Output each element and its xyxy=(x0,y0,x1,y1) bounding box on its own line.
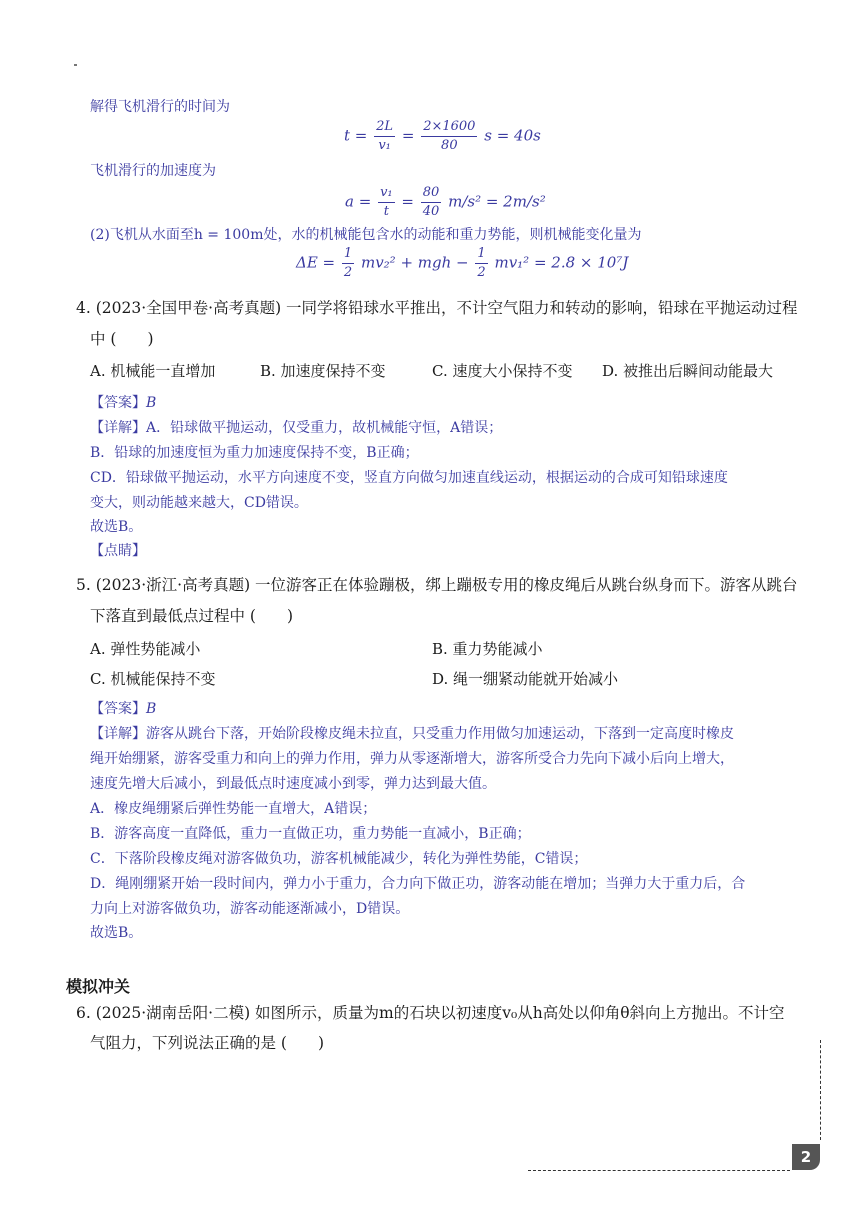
top-mark xyxy=(74,64,77,66)
q4-answer: 【答案】B xyxy=(90,395,157,411)
page-number: 2 xyxy=(792,1144,820,1170)
q5-detail-line5: B．游客高度一直降低，重力一直做正功，重力势能一直减小，B正确； xyxy=(90,826,531,842)
q4-detail-line5: 故选B。 xyxy=(90,519,143,535)
q4-option-c: C. 速度大小保持不变 xyxy=(432,362,573,380)
q5-detail-line9: 故选B。 xyxy=(90,925,143,941)
q6-stem-line1: 6. (2025·湖南岳阳·二模) 如图所示，质量为m的石块以初速度v₀从h高处以仰角θ斜向上方抛出。不计空 xyxy=(76,1004,785,1022)
time-equation: t = $\frac{2L}{\text{v₁}}$ = $\frac{2\times 1600}{80}$ s = 40s xyxy=(344,119,541,153)
q5-option-b: B. 重力势能减小 xyxy=(432,640,543,658)
q5-detail-line6: C．下落阶段橡皮绳对游客做负功，游客机械能减少，转化为弹性势能，C错误； xyxy=(90,851,588,867)
q5-stem-line1: 5. (2023·浙江·高考真题) 一位游客正在体验蹦极，绑上蹦极专用的橡皮绳后从跳台纵身而下。游客从跳台 xyxy=(76,576,798,594)
accel-label: 飞机滑行的加速度为 xyxy=(90,163,216,179)
q4-option-a: A. 机械能一直增加 xyxy=(90,362,216,380)
page-border-bottom xyxy=(528,1170,790,1171)
q5-option-a: A. 弹性势能减小 xyxy=(90,640,201,658)
q4-detail-line3: CD．铅球做平抛运动，水平方向速度不变，竖直方向做匀加速直线运动，根据运动的合成可知铅球速度 xyxy=(90,470,728,486)
q4-stem-line1: 4. (2023·全国甲卷·高考真题) 一同学将铅球水平推出，不计空气阻力和转动的影响，铅球在平抛运动过程 xyxy=(76,299,798,317)
q4-detail-line1: 【详解】A．铅球做平抛运动，仅受重力，故机械能守恒，A错误； xyxy=(90,420,503,436)
q4-stem-line2: 中 ( ) xyxy=(90,330,154,348)
q6-stem-line2: 气阻力，下列说法正确的是 ( ) xyxy=(90,1034,325,1052)
time-label: 解得飞机滑行的时间为 xyxy=(90,99,230,115)
q5-detail-line1: 【详解】游客从跳台下落，开始阶段橡皮绳未拉直，只受重力作用做匀加速运动，下落到一定高度时橡皮 xyxy=(90,726,734,742)
q4-detail-line4: 变大，则动能越来越大，CD错误。 xyxy=(90,495,308,511)
q5-detail-line2: 绳开始绷紧，游客受重力和向上的弹力作用，弹力从零逐渐增大，游客所受合力先向下减小后向上增大， xyxy=(90,751,734,767)
q5-detail-line7: D．绳刚绷紧开始一段时间内，弹力小于重力，合力向下做正功，游客动能在增加；当弹力大于重力后，合 xyxy=(90,876,746,892)
q4-detail-line2: B．铅球的加速度恒为重力加速度保持不变，B正确； xyxy=(90,445,419,461)
part2-text: (2)飞机从水面至h = 100m处，水的机械能包含水的动能和重力势能，则机械能变化量为 xyxy=(90,227,642,243)
q5-option-d: D. 绳一绷紧动能就开始减小 xyxy=(432,670,619,688)
q4-option-d: D. 被推出后瞬间动能最大 xyxy=(602,362,774,380)
accel-equation: a = $\frac{\text{v₁}}{t}$ = $\frac{80}{40}$ m/s² = 2m/s² xyxy=(345,185,546,219)
q4-note: 【点睛】 xyxy=(90,543,146,559)
q5-option-c: C. 机械能保持不变 xyxy=(90,670,216,688)
section-title: 模拟冲关 xyxy=(66,977,131,996)
page-border-right xyxy=(820,1040,821,1140)
q5-detail-line3: 速度先增大后减小，到最低点时速度减小到零，弹力达到最大值。 xyxy=(90,776,496,792)
q5-detail-line4: A．橡皮绳绷紧后弹性势能一直增大，A错误； xyxy=(90,801,377,817)
q5-detail-line8: 力向上对游客做负功，游客动能逐渐减小，D错误。 xyxy=(90,901,410,917)
q5-answer: 【答案】B xyxy=(90,701,157,717)
q4-option-b: B. 加速度保持不变 xyxy=(260,362,386,380)
q5-stem-line2: 下落直到最低点过程中 ( ) xyxy=(90,607,294,625)
energy-equation: ΔE = $\frac{1}{2}$ mv₂² + mgh − $\frac{1}{2}$ mv₁² = 2.8 × 10⁷J xyxy=(296,246,629,280)
